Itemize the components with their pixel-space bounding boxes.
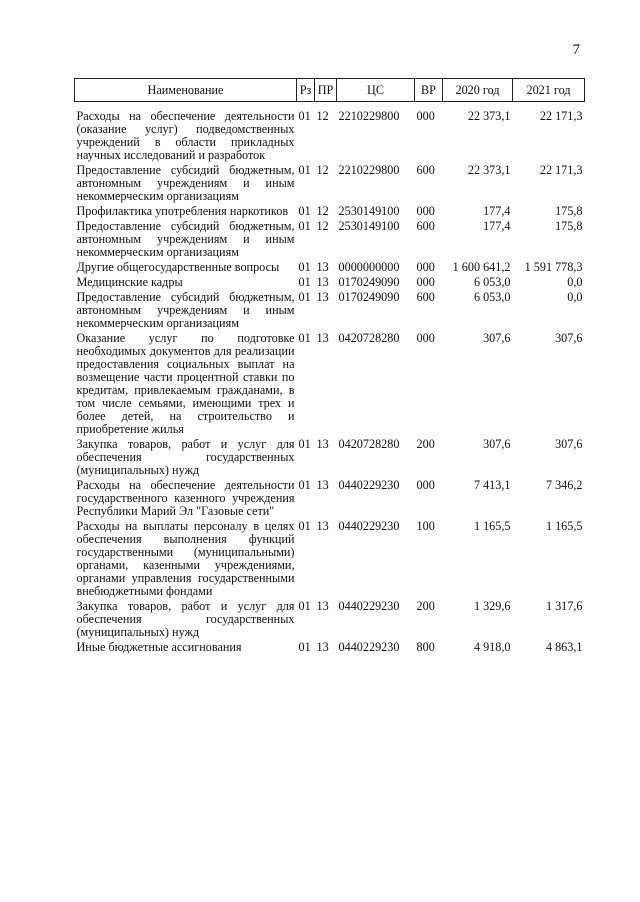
page-number: 7 (572, 42, 580, 58)
cell-vr: 000 (416, 204, 435, 218)
budget-table (74, 78, 585, 656)
cell-name: Расходы на обеспечение деятельности (оказание услуг) подведомственных учреждений в области прикладных научных исследований и разработок (76, 109, 295, 162)
cell-rz: 01 (298, 204, 311, 218)
cell-name: Оказание услуг по подготовке необходимых документов для реализации предоставления социальных выплат на возмещение части процентной ставки по кредитам, привлекаемым гражданами, в том числе семьями, имеющими трех и более детей, на строительство и приобретение жилья (76, 331, 295, 436)
cell-rz: 01 (298, 275, 311, 289)
cell-y2021: 7 346,2 (545, 478, 583, 492)
cell-cs: 0440229230 (338, 478, 400, 492)
cell-rz: 01 (298, 260, 311, 274)
table-row (75, 164, 585, 205)
cell-y2020: 177,4 (483, 219, 511, 233)
cell-pr: 13 (316, 478, 329, 492)
cell-rz: 01 (298, 109, 311, 123)
cell-name: Иные бюджетные ассигнования (76, 640, 242, 654)
cell-pr: 13 (316, 599, 329, 613)
cell-pr: 12 (316, 163, 329, 177)
cell-cs: 0440229230 (338, 519, 400, 533)
cell-name: Закупка товаров, работ и услуг для обеспечения государственных (муниципальных) нужд (76, 599, 295, 639)
header-pr: ПР (315, 79, 337, 102)
cell-cs: 0170249090 (338, 275, 400, 289)
table-header-row (75, 79, 585, 102)
cell-y2021: 1 165,5 (545, 519, 583, 533)
cell-vr: 000 (416, 109, 435, 123)
cell-y2020: 22 373,1 (467, 163, 511, 177)
cell-y2020: 1 329,6 (473, 599, 511, 613)
cell-pr: 13 (316, 260, 329, 274)
cell-y2021: 1 317,6 (545, 599, 583, 613)
cell-vr: 600 (416, 290, 435, 304)
cell-name: Предоставление субсидий бюджетным, автономным учреждениям и иным некоммерческим организациям (76, 219, 295, 259)
cell-y2020: 1 600 641,2 (452, 260, 511, 274)
cell-y2020: 4 918,0 (473, 640, 511, 654)
cell-y2021: 22 171,3 (539, 109, 583, 123)
cell-y2021: 307,6 (555, 331, 583, 345)
table-row (75, 438, 585, 479)
cell-pr: 13 (316, 640, 329, 654)
table-row (75, 600, 585, 641)
table-row (75, 520, 585, 600)
cell-cs: 2210229800 (338, 163, 400, 177)
cell-name: Предоставление субсидий бюджетным, автономным учреждениям и иным некоммерческим организациям (76, 290, 295, 330)
cell-cs: 2210229800 (338, 109, 400, 123)
cell-pr: 12 (316, 219, 329, 233)
cell-y2020: 6 053,0 (473, 290, 511, 304)
cell-cs: 2530149100 (338, 204, 400, 218)
cell-name: Профилактика употребления наркотиков (76, 204, 289, 218)
cell-pr: 13 (316, 519, 329, 533)
cell-vr: 000 (416, 260, 435, 274)
table-row (75, 110, 585, 164)
cell-rz: 01 (298, 437, 311, 451)
cell-name: Расходы на обеспечение деятельности государственного казенного учреждения Республики Марий Эл "Газовые сети" (76, 478, 295, 518)
cell-y2021: 1 591 778,3 (524, 260, 583, 274)
table-row (75, 220, 585, 261)
cell-cs: 0000000000 (338, 260, 400, 274)
cell-vr: 200 (416, 599, 435, 613)
cell-pr: 12 (316, 204, 329, 218)
cell-vr: 000 (416, 331, 435, 345)
table-row (75, 641, 585, 656)
cell-rz: 01 (298, 331, 311, 345)
table-row (75, 276, 585, 291)
cell-name: Другие общегосударственные вопросы (76, 260, 280, 274)
cell-y2020: 22 373,1 (467, 109, 511, 123)
header-name: Наименование (75, 79, 297, 102)
cell-y2021: 175,8 (555, 204, 583, 218)
cell-y2021: 175,8 (555, 219, 583, 233)
cell-rz: 01 (298, 599, 311, 613)
cell-vr: 200 (416, 437, 435, 451)
cell-rz: 01 (298, 290, 311, 304)
cell-y2021: 0,0 (567, 290, 583, 304)
cell-cs: 0440229230 (338, 599, 400, 613)
cell-cs: 2530149100 (338, 219, 400, 233)
cell-vr: 800 (416, 640, 435, 654)
cell-name: Предоставление субсидий бюджетным, автономным учреждениям и иным некоммерческим организациям (76, 163, 295, 203)
cell-name: Медицинские кадры (76, 275, 183, 289)
cell-pr: 13 (316, 275, 329, 289)
cell-y2021: 0,0 (567, 275, 583, 289)
header-rz: Рз (297, 79, 315, 102)
cell-pr: 12 (316, 109, 329, 123)
cell-rz: 01 (298, 478, 311, 492)
cell-vr: 600 (416, 219, 435, 233)
cell-y2020: 7 413,1 (473, 478, 511, 492)
cell-cs: 0440229230 (338, 640, 400, 654)
table-row (75, 479, 585, 520)
cell-name: Закупка товаров, работ и услуг для обеспечения государственных (муниципальных) нужд (76, 437, 295, 477)
cell-y2020: 177,4 (483, 204, 511, 218)
cell-vr: 000 (416, 275, 435, 289)
cell-y2020: 1 165,5 (473, 519, 511, 533)
cell-y2020: 6 053,0 (473, 275, 511, 289)
table-row (75, 261, 585, 276)
table-row (75, 291, 585, 332)
header-cs: ЦС (337, 79, 415, 102)
cell-name: Расходы на выплаты персоналу в целях обеспечения выполнения функций государственными (муниципальными) органами, казенными учреждениями, органами управления государственными внебюджетными фондами (76, 519, 295, 598)
table-row (75, 205, 585, 220)
cell-rz: 01 (298, 163, 311, 177)
cell-vr: 000 (416, 478, 435, 492)
cell-vr: 100 (416, 519, 435, 533)
cell-pr: 13 (316, 437, 329, 451)
cell-cs: 0420728280 (338, 331, 400, 345)
cell-cs: 0420728280 (338, 437, 400, 451)
cell-cs: 0170249090 (338, 290, 400, 304)
cell-y2021: 4 863,1 (545, 640, 583, 654)
cell-pr: 13 (316, 331, 329, 345)
cell-pr: 13 (316, 290, 329, 304)
cell-y2020: 307,6 (483, 331, 511, 345)
table-row (75, 332, 585, 438)
header-2020: 2020 год (443, 79, 513, 102)
header-2021: 2021 год (513, 79, 585, 102)
cell-y2020: 307,6 (483, 437, 511, 451)
cell-y2021: 307,6 (555, 437, 583, 451)
header-vr: ВР (415, 79, 443, 102)
cell-rz: 01 (298, 640, 311, 654)
cell-y2021: 22 171,3 (539, 163, 583, 177)
cell-rz: 01 (298, 519, 311, 533)
cell-rz: 01 (298, 219, 311, 233)
cell-vr: 600 (416, 163, 435, 177)
